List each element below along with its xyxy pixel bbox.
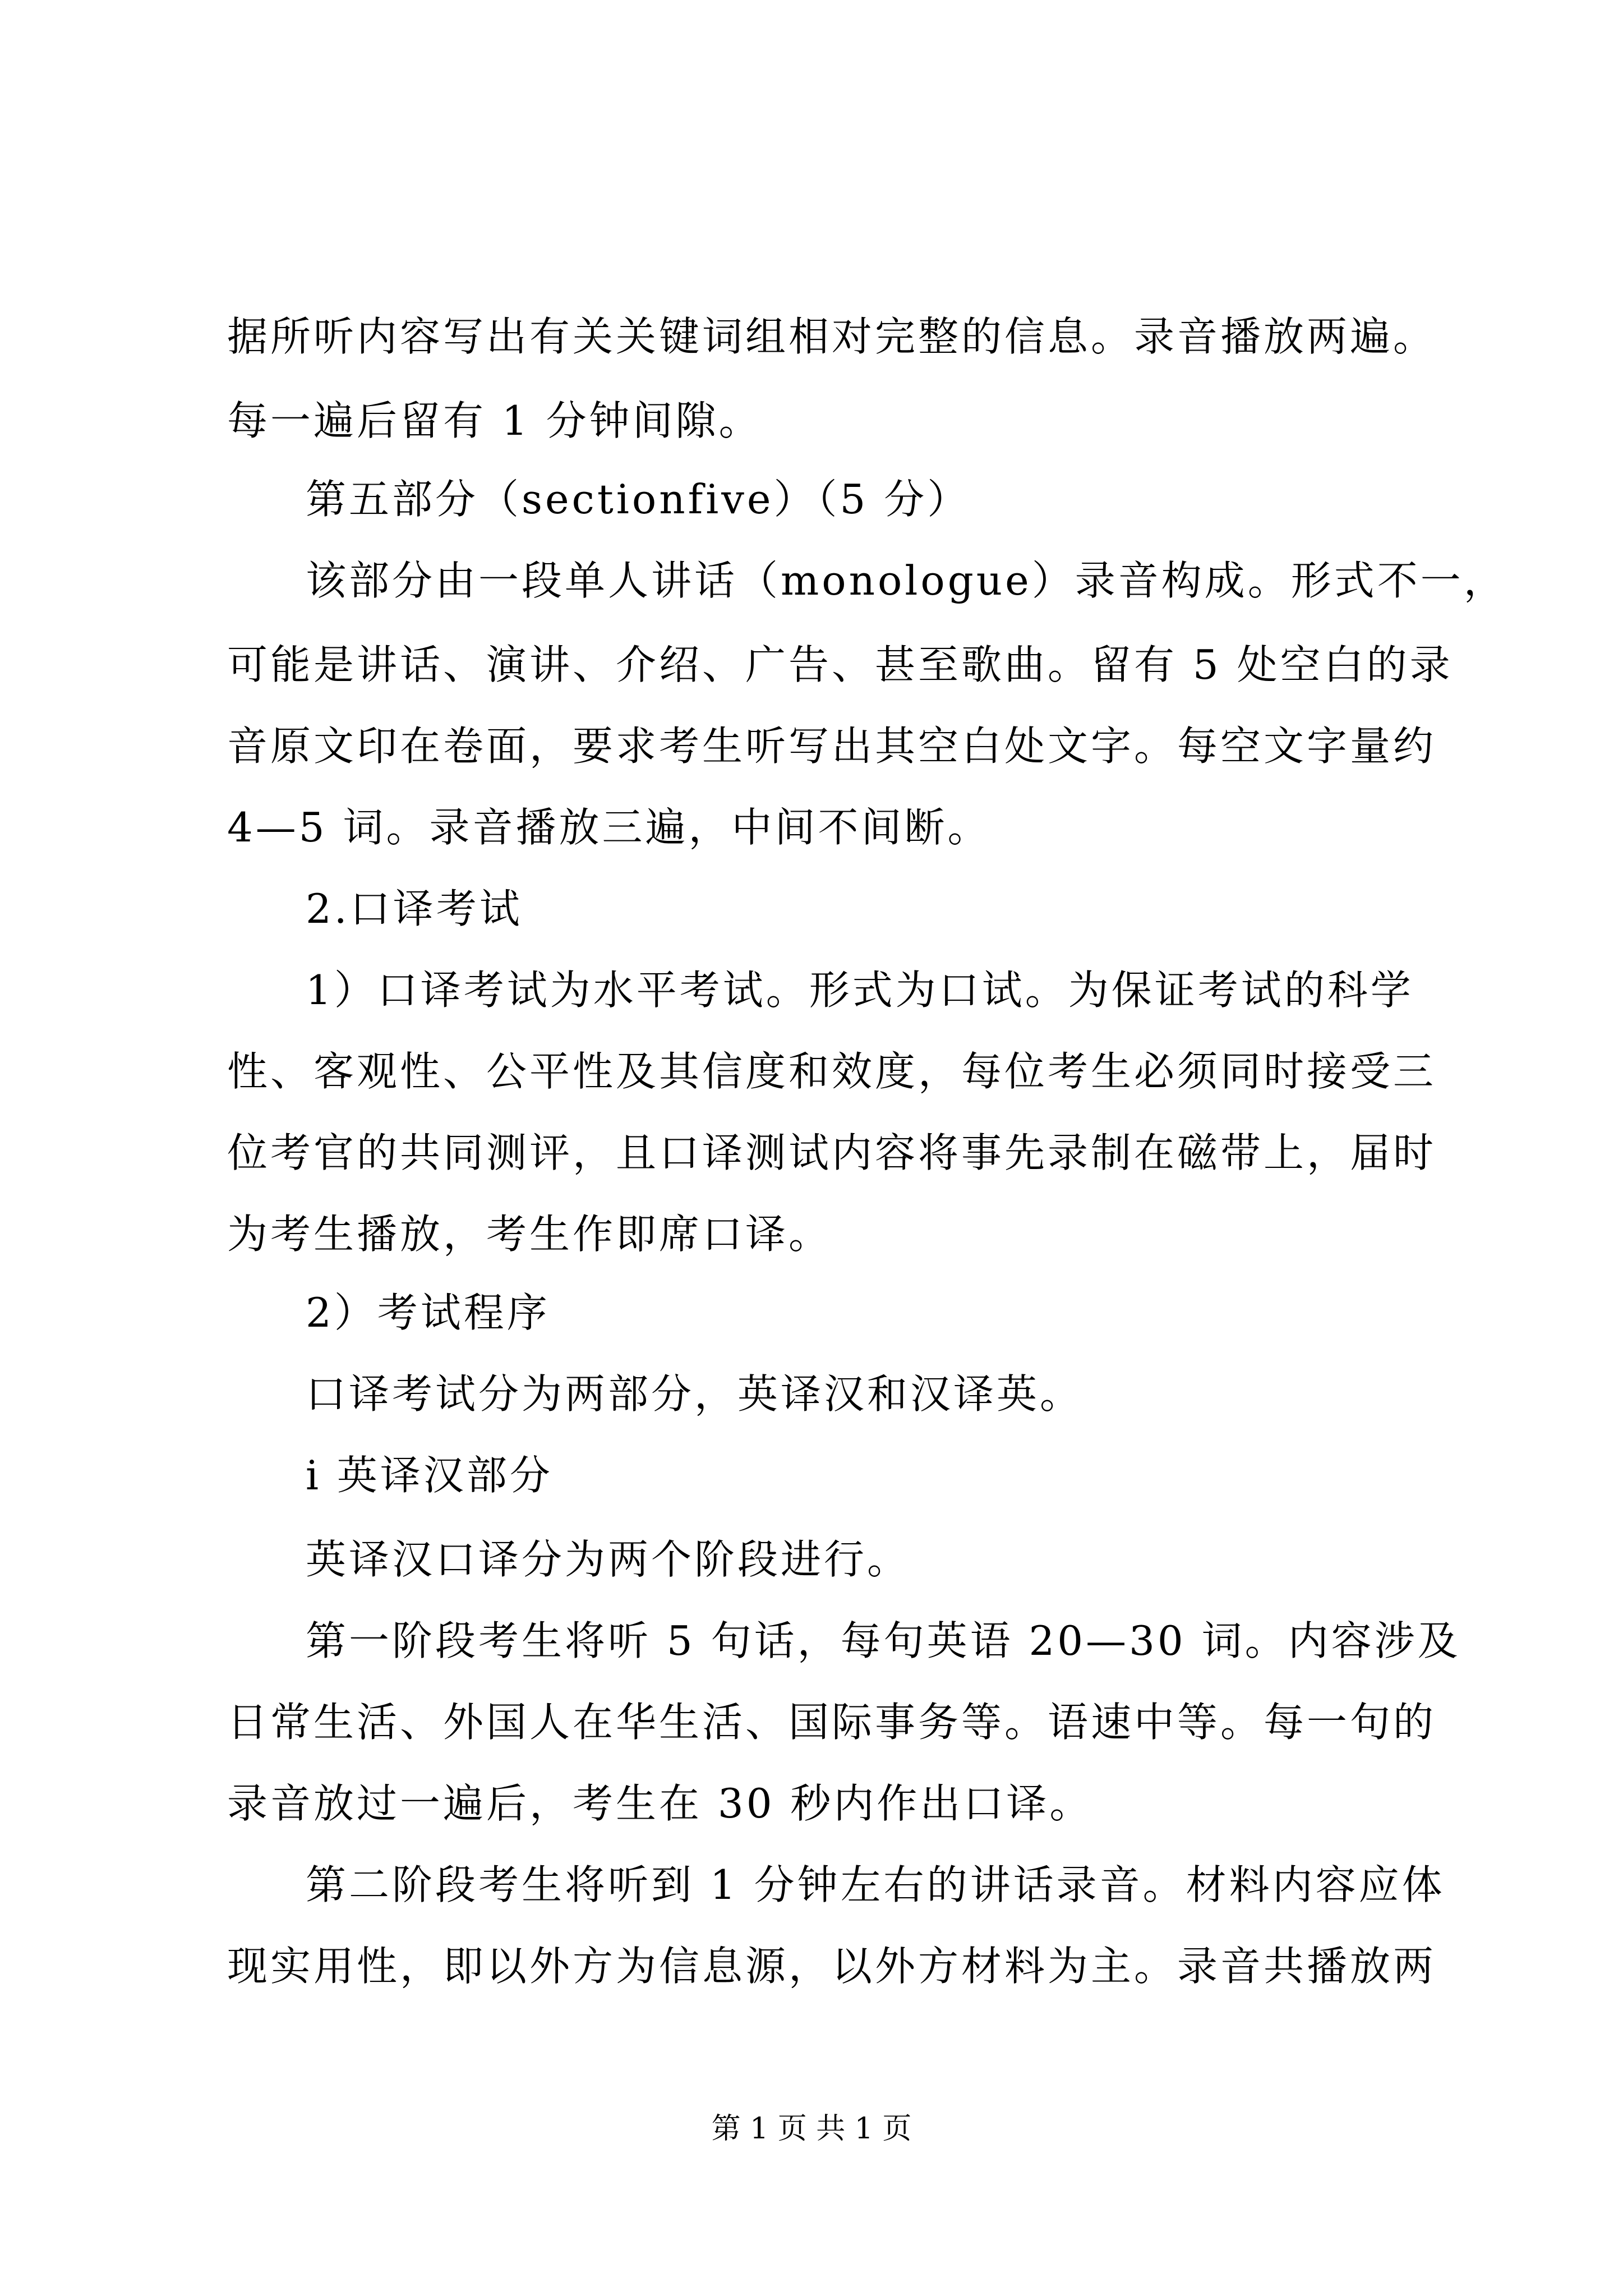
section-heading: 2）考试程序 [306,1289,550,1336]
text-line: 英译汉口译分为两个阶段进行。 [306,1536,911,1583]
text-line: 音原文印在卷面，要求考生听写出其空白处文字。每空文字量约 [227,723,1437,770]
text-line: 口译考试分为两部分，英译汉和汉译英。 [306,1370,1083,1418]
page-footer: 第 1 页 共 1 页 [711,2112,912,2146]
text-line: 该部分由一段单人讲话（monologue）录音构成。形式不一， [306,557,1507,604]
text-line: 为考生播放，考生作即席口译。 [227,1211,832,1258]
text-line: 日常生活、外国人在华生活、国际事务等。语速中等。每一句的 [227,1699,1437,1746]
text-line: 现实用性，即以外方为信息源，以外方材料为主。录音共播放两 [227,1943,1437,1990]
text-line: 性、客观性、公平性及其信度和效度，每位考生必须同时接受三 [227,1048,1437,1095]
text-line: 据所听内容写出有关关键词组相对完整的信息。录音播放两遍。 [227,313,1437,360]
text-line: 第二阶段考生将听到 1 分钟左右的讲话录音。材料内容应体 [306,1861,1445,1908]
text-line: 位考官的共同测评，且口译测试内容将事先录制在磁带上，届时 [227,1129,1437,1176]
text-line: 录音放过一遍后，考生在 30 秒内作出口译。 [227,1780,1093,1827]
section-heading: i 英译汉部分 [306,1452,553,1499]
section-heading: 第五部分（sectionfive）（5 分） [306,476,971,523]
text-line: 4—5 词。录音播放三遍，中间不间断。 [227,804,991,851]
text-line: 第一阶段考生将听 5 句话，每句英语 20—30 词。内容涉及 [306,1617,1461,1664]
text-line: 每一遍后留有 1 分钟间隙。 [227,397,762,444]
section-heading: 2.口译考试 [306,885,523,932]
text-line: 可能是讲话、演讲、介绍、广告、甚至歌曲。留有 5 处空白的录 [227,641,1453,688]
text-line: 1）口译考试为水平考试。形式为口试。为保证考试的科学 [306,967,1414,1014]
